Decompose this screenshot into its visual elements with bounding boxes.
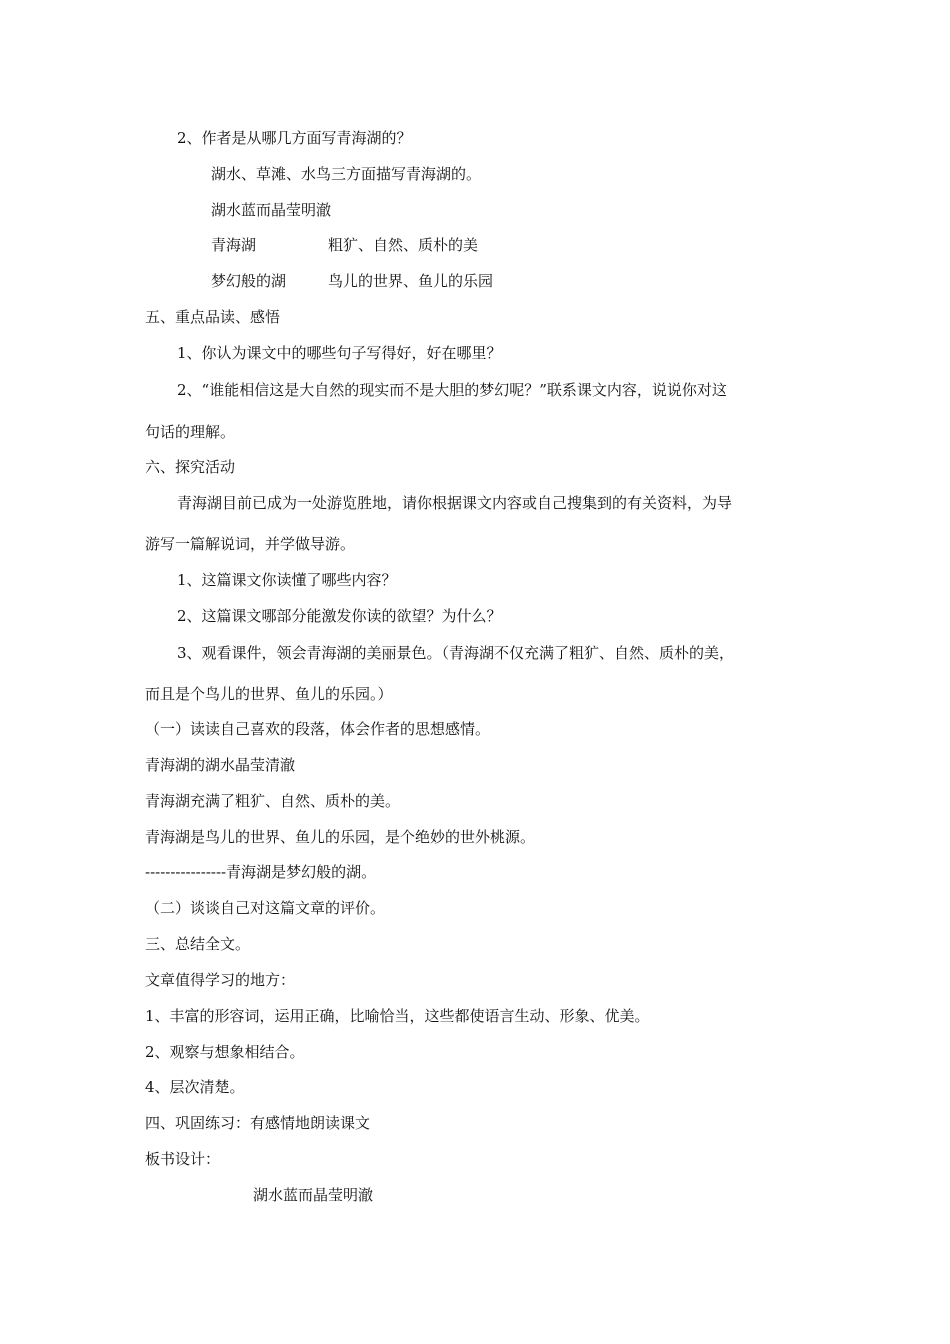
- board-design-heading: 板书设计：: [145, 1150, 221, 1168]
- section-six-q1: 1、这篇课文你读懂了哪些内容？: [177, 571, 397, 589]
- subsection-two: （二）谈谈自己对这篇文章的评价。: [145, 899, 386, 917]
- answer-dreamy-lake-label: 梦幻般的湖: [211, 272, 287, 290]
- learning-point-2: 2、观察与想象相结合。: [145, 1043, 305, 1061]
- question-2: 2、作者是从哪几方面写青海湖的？: [177, 129, 412, 147]
- section-four-heading: 四、巩固练习：有感情地朗读课文: [145, 1114, 371, 1132]
- section-six-q3-cont: 而且是个鸟儿的世界、鱼儿的乐园。）: [145, 685, 393, 703]
- learning-point-1: 1、丰富的形容词，运用正确，比喻恰当，这些都使语言生动、形象、优美。: [145, 1007, 650, 1025]
- board-design-line-1: 湖水蓝而晶莹明澈: [253, 1186, 374, 1204]
- point-dreamy-lake: ----------------青海湖是梦幻般的湖。: [145, 863, 377, 881]
- section-five-heading: 五、重点品读、感悟: [145, 308, 281, 326]
- section-six-q2: 2、这篇课文哪部分能激发你读的欲望？为什么？: [177, 607, 502, 625]
- section-five-q2-cont: 句话的理解。: [145, 423, 236, 441]
- answer-qinghai-lake-label: 青海湖: [211, 236, 257, 254]
- answer-dreamy-lake-detail: 鸟儿的世界、鱼儿的乐园: [328, 272, 494, 290]
- section-six-q3: 3、观看课件，领会青海湖的美丽景色。（青海湖不仅充满了粗犷、自然、质朴的美，: [177, 644, 735, 662]
- section-six-heading: 六、探究活动: [145, 458, 236, 476]
- section-five-q2: 2、“谁能相信这是大自然的现实而不是大胆的梦幻呢？”联系课文内容，说说你对这: [177, 381, 727, 399]
- answer-qinghai-lake-beauty: 粗犷、自然、质朴的美: [328, 236, 479, 254]
- answer-lake-water: 湖水蓝而晶莹明澈: [211, 201, 332, 219]
- point-beauty: 青海湖充满了粗犷、自然、质朴的美。: [145, 792, 401, 810]
- section-five-q1: 1、你认为课文中的哪些句子写得好，好在哪里？: [177, 344, 502, 362]
- point-birds-fish: 青海湖是鸟儿的世界、鱼儿的乐园，是个绝妙的世外桃源。: [145, 828, 536, 846]
- learning-points-heading: 文章值得学习的地方：: [145, 971, 296, 989]
- subsection-one: （一）读读自己喜欢的段落，体会作者的思想感情。: [145, 720, 491, 738]
- section-three-heading: 三、总结全文。: [145, 935, 251, 953]
- section-six-intro: 青海湖目前已成为一处游览胜地，请你根据课文内容或自己搜集到的有关资料，为导: [177, 494, 733, 512]
- section-six-intro-cont: 游写一篇解说词，并学做导游。: [145, 535, 356, 553]
- learning-point-4: 4、层次清楚。: [145, 1078, 245, 1096]
- answer-three-aspects: 湖水、草滩、水鸟三方面描写青海湖的。: [211, 165, 482, 183]
- point-lake-water: 青海湖的湖水晶莹清澈: [145, 756, 296, 774]
